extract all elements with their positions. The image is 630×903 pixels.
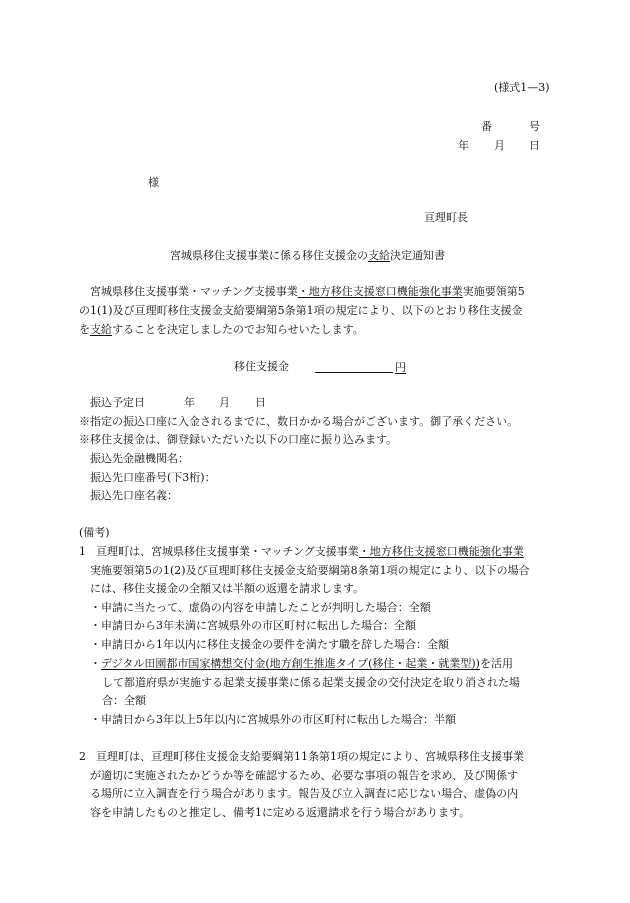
remark-1-bullet-3: ・申請日から1年以内に移住支援金の要件を満たす職を辞した場合：全額 bbox=[90, 638, 449, 651]
transfer-date-label: 振込予定日 bbox=[90, 396, 145, 409]
transfer-day: 日 bbox=[255, 396, 266, 409]
issuer: 亘理町長 bbox=[424, 211, 468, 224]
amount-field: 円 bbox=[315, 361, 406, 373]
remark-1-bullet-1: ・申請に当たって、虚偽の内容を申請したことが判明した場合：全額 bbox=[90, 601, 431, 614]
remark-2-line-4: 容を申請したものと推定し、備考1に定める返還請求を行う場合があります。 bbox=[90, 806, 471, 819]
remark-1-line-2: 実施要領第5の1(2)及び亘理町移住支援金支給要綱第8条第1項の規定により、以下の場合 bbox=[90, 564, 530, 577]
date-year: 年 bbox=[458, 139, 469, 152]
remark-1-bullet-4: ・デジタル田園都市国家構想交付金(地方創生推進タイプ(移住・起業・就業型))を活用 bbox=[90, 657, 513, 670]
form-number: (様式1—3) bbox=[494, 81, 550, 94]
remark-1-line-1: 亘理町は、宮城県移住支援事業・マッチング支援事業・地方移住支援窓口機能強化事業 bbox=[96, 545, 524, 558]
remark-2-line-1: 亘理町は、亘理町移住支援金支給要綱第11条第1項の規定により、宮城県移住支援事業 bbox=[96, 750, 524, 763]
intro-line-2: の1(1)及び亘理町移住支援金支給要綱第5条第1項の規定により、以下のとおり移住支援金 bbox=[79, 304, 523, 317]
remark-1-bullet-4-line-3: 合：全額 bbox=[102, 694, 146, 707]
number-label-ban: 番 bbox=[481, 120, 492, 133]
date-day: 日 bbox=[529, 139, 540, 152]
amount-label: 移住支援金 bbox=[234, 360, 289, 373]
transfer-note-1: ※指定の振込口座に入金されるまでに、数日かかる場合がございます。御了承ください。 bbox=[79, 415, 519, 428]
account-number-label: 振込先口座番号(下3桁)： bbox=[90, 471, 216, 484]
remark-2-line-3: る場所に立入調査を行う場合があります。報告及び立入調査に応じない場合、虚偽の内 bbox=[90, 787, 519, 800]
bank-name-label: 振込先金融機関名： bbox=[90, 452, 189, 465]
transfer-year: 年 bbox=[184, 396, 195, 409]
remarks-heading: (備考) bbox=[79, 526, 110, 539]
remark-2-number: 2 bbox=[79, 750, 86, 763]
intro-line-3: を支給することを決定しましたのでお知らせいたします。 bbox=[79, 323, 364, 336]
remark-2-line-2: が適切に実施されたかどうか等を確認するため、必要な事項の報告を求め、及び関係す bbox=[90, 769, 519, 782]
transfer-note-2: ※移住支援金は、御登録いただいた以下の口座に振り込みます。 bbox=[79, 433, 398, 446]
intro-line-1: 宮城県移住支援事業・マッチング支援事業・地方移住支援窓口機能強化事業実施要領第5 bbox=[90, 285, 525, 298]
transfer-month: 月 bbox=[219, 396, 230, 409]
addressee-sama: 様 bbox=[148, 176, 159, 189]
account-name-label: 振込先口座名義： bbox=[90, 489, 178, 502]
document-title: 宮城県移住支援事業に係る移住支援金の支給決定通知書 bbox=[170, 249, 445, 262]
remark-1-bullet-4-line-2: して都道府県が実施する起業支援事業に係る起業支援金の交付決定を取り消された場 bbox=[102, 676, 520, 689]
number-label-gou: 号 bbox=[529, 120, 540, 133]
remark-1-number: 1 bbox=[79, 545, 86, 558]
remark-1-bullet-2: ・申請日から3年未満に宮城県外の市区町村に転出した場合：全額 bbox=[90, 619, 416, 632]
remark-1-bullet-5: ・申請日から3年以上5年以内に宮城県外の市区町村に転出した場合：半額 bbox=[90, 713, 456, 726]
date-month: 月 bbox=[494, 139, 505, 152]
remark-1-line-3: には、移住支援金の全額又は半額の返還を請求します。 bbox=[90, 582, 365, 595]
